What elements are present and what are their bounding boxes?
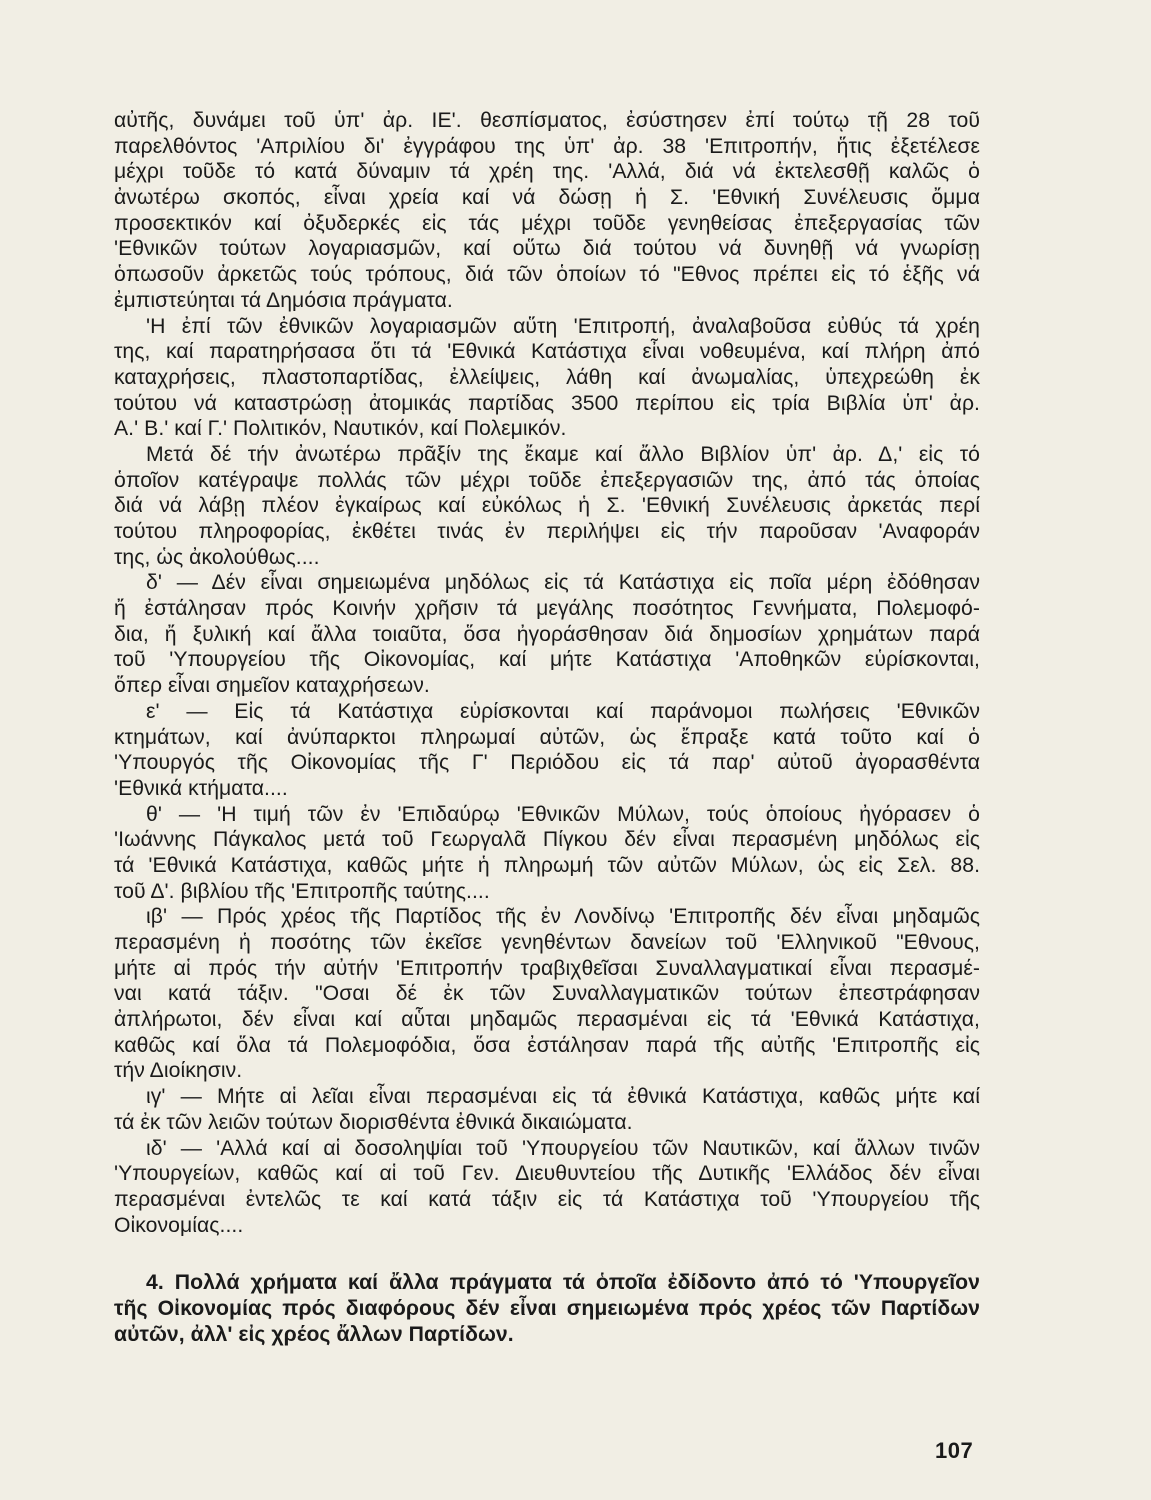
- text-line: τούτου πληροφορίας, ἐκθέτει τινάς ἐν περιλήψει εἰς τήν παροῦσαν 'Αναφοράν: [114, 520, 980, 543]
- item-iota-gamma: [114, 1084, 980, 1135]
- text-line: καταχρήσεις, πλαστοπαρτίδας, ἐλλείψεις, λάθη καί ἀνωμαλίας, ὑπεχρεώθη ἐκ: [114, 365, 980, 389]
- text-line: 'Υπουργείων, καθῶς καί αἱ τοῦ Γεν. Διευθυντείου τῆς Δυτικῆς 'Ελλάδος δέν εἶναι: [114, 1162, 980, 1186]
- text-line: ιδ' — 'Αλλά καί αἱ δοσοληψίαι τοῦ 'Υπουργείου τῶν Ναυτικῶν, καί ἄλλων τινῶν: [146, 1136, 980, 1160]
- item-iota-beta: [114, 904, 980, 1084]
- text-line: ἀπλήρωτοι, δέν εἶναι καί αὗται μηδαμῶς περασμέναι εἰς τά 'Εθνικά Κατάστιχα,: [114, 1008, 980, 1032]
- text-line: ἤ ἐστάλησαν πρός Κοινήν χρῆσιν τά μεγάλης ποσότητος Γεννήματα, Πολεμοφό-: [114, 597, 980, 621]
- text-line: 'Υπουργός τῆς Οἰκονομίας τῆς Γ' Περιόδου εἰς τά παρ' αὐτοῦ ἀγορασθέντα: [114, 751, 980, 775]
- section-gap: [114, 1238, 980, 1270]
- item-epsilon: [114, 699, 980, 802]
- text-line: 4. Πολλά χρήματα καί ἄλλα πράγματα τά ὁποῖα ἐδίδοντο ἀπό τό 'Υπουργεῖον: [146, 1271, 980, 1295]
- text-line: 'Εθνικά κτήματα....: [114, 776, 288, 800]
- text-line: τοῦ 'Υπουργείου τῆς Οἰκονομίας, καί μήτε Κατάστιχα 'Αποθηκῶν εὑρίσκονται,: [114, 648, 980, 672]
- section-4: [114, 1270, 980, 1347]
- text-line: 'Εθνικῶν τούτων λογαριασμῶν, καί οὕτω διά τούτου νά δυνηθῇ νά γνωρίσῃ: [114, 237, 980, 261]
- text-line: της, ὡς ἀκολούθως....: [114, 545, 320, 569]
- text-line: ναι κατά τάξιν. "Οσαι δέ ἐκ τῶν Συναλλαγματικῶν τούτων ἐπεστράφησαν: [114, 982, 980, 1006]
- text-line: κτημάτων, καί ἀνύπαρκτοι πληρωμαί αὐτῶν, ὡς ἔπραξε κατά τοῦτο καί ὁ: [114, 725, 980, 749]
- document-page: [114, 108, 980, 1347]
- text-line: τά 'Εθνικά Κατάστιχα, καθῶς μήτε ἡ πληρωμή τῶν αὐτῶν Μύλων, ὡς εἰς Σελ. 88.: [114, 853, 980, 877]
- text-line: Α.' Β.' καί Γ.' Πολιτικόν, Ναυτικόν, καί Πολεμικόν.: [114, 417, 567, 441]
- text-line: προσεκτικόν καί ὀξυδερκές εἰς τάς μέχρι τοῦδε γενηθείσας ἐπεξεργασίας τῶν: [114, 211, 980, 235]
- text-line: περασμένη ἡ ποσότης τῶν ἐκεῖσε γενηθέντων δανείων τοῦ 'Ελληνικοῦ "Εθνους,: [114, 931, 980, 954]
- text-line: ιγ' — Μήτε αἱ λεῖαι εἶναι περασμέναι εἰς τά ἐθνικά Κατάστιχα, καθῶς μήτε καί: [146, 1085, 980, 1109]
- text-line: δια, ἤ ξυλική καί ἄλλα τοιαῦτα, ὅσα ἠγοράσθησαν διά δημοσίων χρημάτων παρά: [114, 622, 980, 646]
- paragraph-book-delta: [114, 442, 980, 570]
- text-line: αὐτῶν, ἀλλ' εἰς χρέος ἄλλων Παρτίδων.: [114, 1322, 514, 1346]
- text-line: διά νά λάβῃ πλέον ἐγκαίρως καί εὐκόλως ἡ Σ. 'Εθνική Συνέλευσις ἀρκετάς περί: [114, 494, 980, 518]
- text-line: περασμέναι ἐντελῶς τε καί κατά τάξιν εἰς τά Κατάστιχα τοῦ 'Υπουργείου τῆς: [114, 1187, 980, 1211]
- paragraph-commission-intro: [114, 108, 980, 314]
- text-line: παρελθόντος 'Απριλίου δι' ἐγγράφου της ὑπ' ἀρ. 38 'Επιτροπήν, ἥτις ἐξετέλεσε: [114, 134, 980, 158]
- item-delta: [114, 570, 980, 698]
- text-line: ἐμπιστεύηται τά Δημόσια πράγματα.: [114, 288, 453, 312]
- item-theta: [114, 802, 980, 905]
- text-line: ιβ' — Πρός χρέος τῆς Παρτίδος τῆς ἐν Λονδίνῳ 'Επιτροπῆς δέν εἶναι μηδαμῶς: [146, 905, 980, 929]
- text-line: αὐτῆς, δυνάμει τοῦ ὑπ' ἀρ. ΙΕ'. θεσπίσματος, ἐσύστησεν ἐπί τούτῳ τῇ 28 τοῦ: [114, 109, 980, 132]
- text-line: μέχρι τοῦδε τό κατά δύναμιν τά χρέη της. 'Αλλά, διά νά ἐκτελεσθῇ καλῶς ὁ: [114, 160, 980, 184]
- text-line: ἀνωτέρω σκοπός, εἶναι χρεία καί νά δώσῃ ἡ Σ. 'Εθνική Συνέλευσις ὄμμα: [114, 186, 980, 210]
- text-line: καθῶς καί ὅλα τά Πολεμοφόδια, ὅσα ἐστάλησαν παρά τῆς αὐτῆς 'Επιτροπῆς εἰς: [114, 1033, 980, 1057]
- text-line: ε' — Εἰς τά Κατάστιχα εὑρίσκονται καί παράνομοι πωλήσεις 'Εθνικῶν: [146, 699, 980, 723]
- text-line: τούτου νά καταστρώσῃ ἀτομικάς παρτίδας 3500 περίπου εἰς τρία Βιβλία ὑπ' ἀρ.: [114, 391, 980, 415]
- text-line: Μετά δέ τήν ἀνωτέρω πρᾶξίν της ἔκαμε καί ἄλλο Βιβλίον ὑπ' ἀρ. Δ,' εἰς τό: [146, 442, 980, 466]
- text-line: Οἰκονομίας....: [114, 1213, 244, 1237]
- page-number: 107: [935, 1438, 974, 1463]
- text-line: 'Ιωάννης Πάγκαλος μετά τοῦ Γεωργαλᾶ Πίγκου δέν εἶναι περασμένη μηδόλως εἰς: [114, 828, 980, 852]
- text-line: της, καί παρατηρήσασα ὅτι τά 'Εθνικά Κατάστιχα εἶναι νοθευμένα, καί πλήρη ἀπό: [114, 340, 980, 364]
- item-iota-delta: [114, 1136, 980, 1239]
- text-line: τοῦ Δ'. βιβλίου τῆς 'Επιτροπῆς ταύτης....: [114, 879, 490, 903]
- text-line: τά ἐκ τῶν λειῶν τούτων διορισθέντα ἐθνικά δικαιώματα.: [114, 1110, 633, 1134]
- text-line: ὁπωσοῦν ἀρκετῶς τούς τρόπους, διά τῶν ὁποίων τό "Εθνος πρέπει εἰς τό ἑξῆς νά: [114, 263, 980, 287]
- text-line: τῆς Οἰκονομίας πρός διαφόρους δέν εἶναι σημειωμένα πρός χρέος τῶν Παρτίδων: [114, 1296, 980, 1320]
- text-line: ὁποῖον κατέγραψε πολλάς τῶν μέχρι τοῦδε ἐπεξεργασιῶν της, ἀπό τάς ὁποίας: [114, 468, 980, 492]
- text-line: τήν Διοίκησιν.: [114, 1059, 243, 1083]
- text-line: δ' — Δέν εἶναι σημειωμένα μηδόλως εἰς τά Κατάστιχα εἰς ποῖα μέρη ἐδόθησαν: [146, 571, 980, 595]
- text-line: 'Η ἐπί τῶν ἐθνικῶν λογαριασμῶν αὕτη 'Επιτροπή, ἀναλαβοῦσα εὐθύς τά χρέη: [146, 314, 980, 338]
- paragraph-national-accounts: [114, 314, 980, 442]
- text-line: μήτε αἱ πρός τήν αὐτήν 'Επιτροπήν τραβιχθεῖσαι Συναλλαγματικαί εἶναι περασμέ-: [114, 956, 980, 980]
- text-line: ὅπερ εἶναι σημεῖον καταχρήσεων.: [114, 674, 430, 698]
- text-line: θ' — 'Η τιμή τῶν ἐν 'Επιδαύρῳ 'Εθνικῶν Μύλων, τούς ὁποίους ἠγόρασεν ὁ: [146, 802, 980, 826]
